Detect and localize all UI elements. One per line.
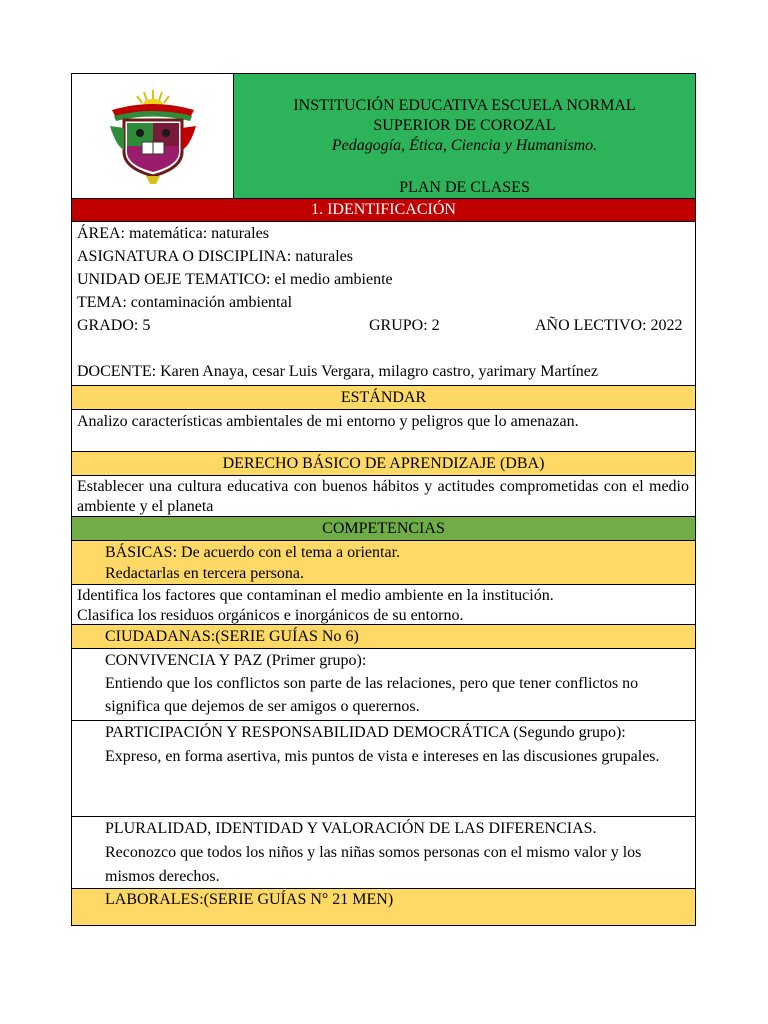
- grado-field: GRADO: 5: [77, 317, 151, 334]
- participacion-title: PARTICIPACIÓN Y RESPONSABILIDAD DEMOCRÁTICA (Segundo grupo):: [105, 724, 626, 741]
- dba-text: Establecer una cultura educativa con buenos hábitos y actitudes comprometidas con el medio ambiente y el planeta: [72, 476, 695, 517]
- convivencia-section: [72, 649, 695, 721]
- basicas-title: BÁSICAS: De acuerdo con el tema a orientar.: [105, 544, 401, 561]
- school-crest-icon: [104, 86, 202, 186]
- participacion-text: Expreso, en forma asertiva, mis puntos de vista e intereses en las discusiones grupales.: [105, 748, 660, 765]
- ciudadanas-heading: CIUDADANAS:(SERIE GUÍAS No 6): [72, 625, 695, 649]
- logo-cell: [72, 74, 234, 198]
- tema-field: TEMA: contaminación ambiental: [77, 294, 293, 311]
- plan-title: PLAN DE CLASES: [399, 179, 530, 196]
- ano-lectivo-field: AÑO LECTIVO: 2022: [535, 317, 683, 334]
- unidad-field: UNIDAD OEJE TEMATICO: el medio ambiente: [77, 271, 393, 288]
- lesson-plan-document: [71, 73, 696, 926]
- grado-row: [72, 314, 695, 360]
- basicas-instruction: Redactarlas en tercera persona.: [105, 565, 304, 582]
- participacion-section: [72, 721, 695, 817]
- dba-heading: DERECHO BÁSICO DE APRENDIZAJE (DBA): [72, 452, 695, 476]
- institution-name-line-2: SUPERIOR DE COROZAL: [373, 117, 556, 134]
- identificacion-section: [72, 222, 695, 386]
- basicas-items: [72, 585, 695, 625]
- basicas-item: Clasifica los residuos orgánicos e inorgánicos de su entorno.: [77, 607, 464, 624]
- document-header: [72, 74, 695, 199]
- competencias-heading: COMPETENCIAS: [72, 517, 695, 541]
- asignatura-field: ASIGNATURA O DISCIPLINA: naturales: [77, 248, 353, 265]
- basicas-item: Identifica los factores que contaminan el medio ambiente en la institución.: [77, 587, 554, 604]
- estandar-heading: ESTÁNDAR: [72, 386, 695, 410]
- grupo-field: GRUPO: 2: [369, 317, 440, 334]
- pluralidad-section: [72, 817, 695, 889]
- area-field: ÁREA: matemática: naturales: [77, 225, 269, 242]
- convivencia-title: CONVIVENCIA Y PAZ (Primer grupo):: [105, 652, 367, 669]
- estandar-text: Analizo características ambientales de mi entorno y peligros que lo amenazan.: [72, 410, 695, 452]
- pluralidad-text: Reconozco que todos los niños y las niñas somos personas con el mismo valor y los mismos derechos.: [105, 844, 642, 885]
- institution-name-line-1: INSTITUCIÓN EDUCATIVA ESCUELA NORMAL: [293, 97, 636, 114]
- docente-field: DOCENTE: Karen Anaya, cesar Luis Vergara, milagro castro, yarimary Martínez: [77, 363, 598, 380]
- laborales-heading: LABORALES:(SERIE GUÍAS N° 21 MEN): [72, 889, 695, 925]
- convivencia-text: Entiendo que los conflictos son parte de las relaciones, pero que tener conflictos no significa que dejemos de ser amigos o querernos.: [105, 675, 639, 715]
- basicas-section: [72, 541, 695, 585]
- identificacion-heading: 1. IDENTIFICACIÓN: [72, 199, 695, 222]
- institution-motto: Pedagogía, Ética, Ciencia y Humanismo.: [331, 137, 598, 154]
- pluralidad-title: PLURALIDAD, IDENTIDAD Y VALORACIÓN DE LAS DIFERENCIAS.: [105, 820, 597, 837]
- institution-title-cell: [234, 74, 695, 198]
